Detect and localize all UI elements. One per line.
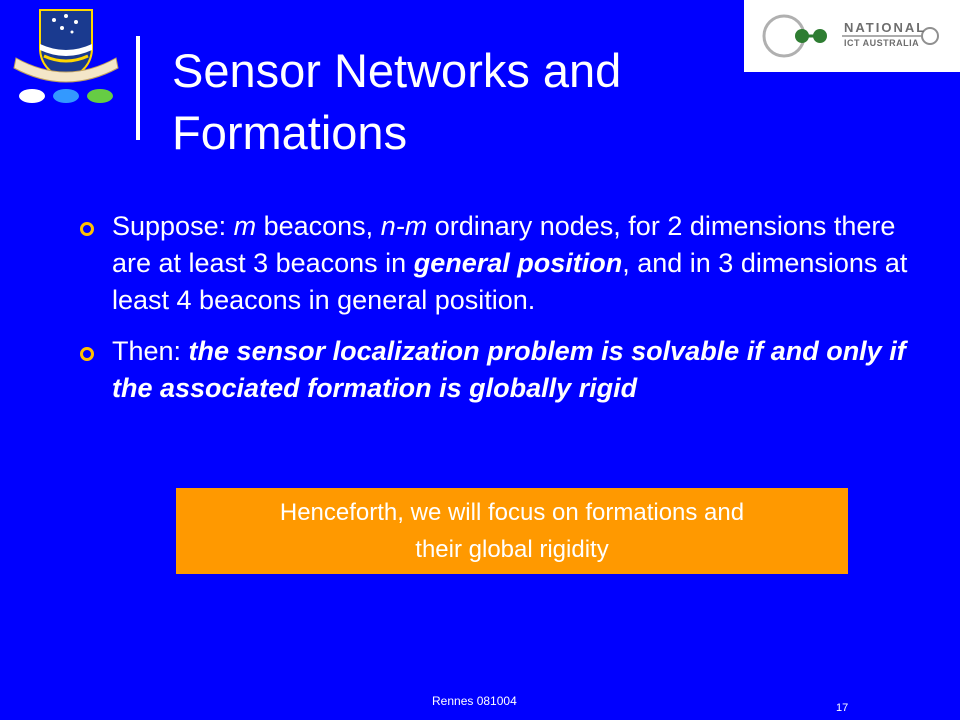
logo-text-national: NATIONAL: [844, 20, 927, 35]
callout-line-1: Henceforth, we will focus on formations and: [279, 499, 745, 526]
bullet-text: Suppose:: [112, 211, 234, 241]
title-line-2: Formations: [172, 106, 408, 159]
bullet-list: [80, 208, 920, 407]
page-number: 17: [836, 702, 849, 714]
bullet-text-strong: the sensor localization problem is solvable if and only if the associated formation is globally rigid: [112, 336, 906, 403]
bullet-text: Then:: [112, 336, 189, 366]
bullet-text: , and in 3 dimensions at least 4 beacons in general position.: [112, 248, 908, 315]
bullet-ring-icon: [80, 347, 94, 361]
bullet-text-em: n-m: [380, 211, 428, 241]
bullet-item-then: [80, 333, 920, 407]
bullet-text-strong: general position: [413, 248, 623, 278]
bullet-text-em: m: [233, 211, 257, 241]
callout-line-2: their global rigidity: [415, 536, 609, 563]
university-crest-icon: [10, 4, 122, 108]
bullet-text: beacons,: [256, 211, 381, 241]
bullet-ring-icon: [80, 222, 94, 236]
nicta-logo: [744, 0, 960, 72]
footer-text: Rennes 081004: [432, 694, 517, 708]
nicta-logo-icon: [744, 0, 960, 72]
bullet-text: ordinary nodes, for 2 dimensions there are at least 3 beacons in: [112, 211, 896, 278]
logo-text-ict-australia: ICT AUSTRALIA: [844, 38, 920, 48]
title-line-1: Sensor Networks and: [172, 44, 622, 97]
callout-box: [176, 488, 848, 574]
slide-title: [172, 40, 732, 164]
bullet-item-suppose: [80, 208, 920, 319]
title-divider: [136, 36, 140, 140]
